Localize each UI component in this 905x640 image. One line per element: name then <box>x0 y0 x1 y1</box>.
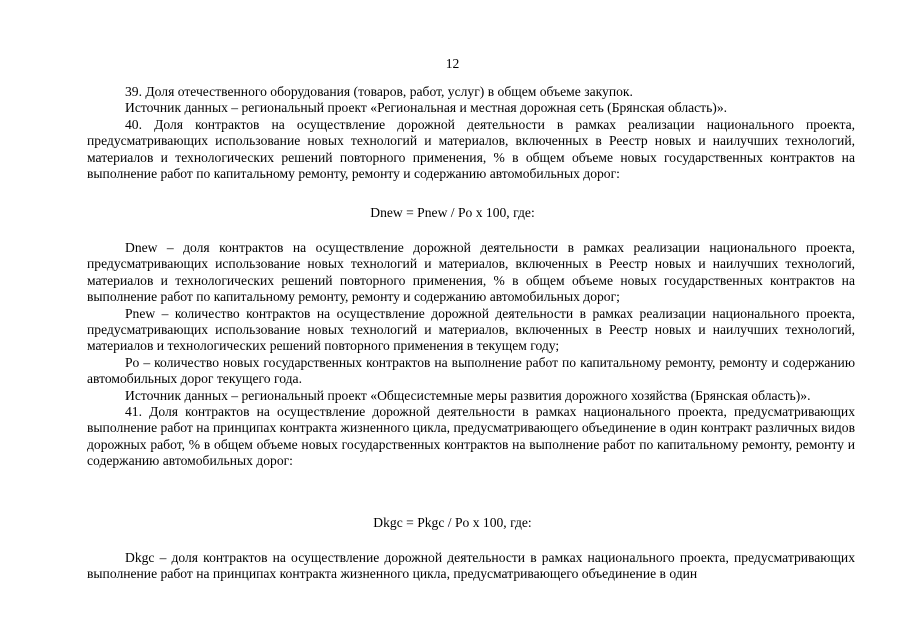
formula-dnew: Dnew = Pnew / Po x 100, где: <box>370 205 535 220</box>
paragraph-item-40: 40. Доля контрактов на осуществление дорожной деятельности в рамках реализации национального проекта, предусматривающих использование новых технологий и материалов, включенных в Реестр новых и наилучших технологий, материалов и технологических решений повторного применения, % в общем объеме новых государственных контрактов на выполнение работ по капитальному ремонту, ремонту и содержанию автомобильных дорог: <box>87 116 855 182</box>
text-block-3 <box>87 550 855 583</box>
text-block-2 <box>87 240 855 470</box>
paragraph-po-definition: Po – количество новых государственных контрактов на выполнение работ по капитальному ремонту, ремонту и содержанию автомобильных дорог текущего года. <box>87 354 855 387</box>
paragraph-source-40: Источник данных – региональный проект «Общесистемные меры развития дорожного хозяйства (Брянская область)». <box>125 387 811 403</box>
paragraph-dkgc-definition: Dkgc – доля контрактов на осуществление дорожной деятельности в рамках национального проекта, предусматривающих выполнение работ на принципах контракта жизненного цикла, предусматривающего объединение в один <box>87 550 855 582</box>
paragraph-item-39: 39. Доля отечественного оборудования (товаров, работ, услуг) в общем объеме закупок. <box>125 84 633 99</box>
paragraph-item-41: 41. Доля контрактов на осуществление дорожной деятельности в рамках национального проекта, предусматривающих выполнение работ на принципах контракта жизненного цикла, предусматривающего объединение в один контракт различных видов дорожных работ, % в общем объеме новых государственных контрактов на выполнение работ по капитальному ремонту, ремонту и содержанию автомобильных дорог: <box>87 404 855 469</box>
paragraph-pnew-definition: Pnew – количество контрактов на осуществление дорожной деятельности в рамках реализации национального проекта, предусматривающих использование новых технологий и материалов, включенных в Реестр новых и наилучших технологий, материалов и технологических решений повторного применения в текущем году; <box>87 305 855 354</box>
formula-dkgc: Dkgc = Pkgc / Po x 100, где: <box>373 515 532 530</box>
paragraph-dnew-definition: Dnew – доля контрактов на осуществление дорожной деятельности в рамках реализации национального проекта, предусматривающих использование новых технологий и материалов, включенных в Реестр новых и наилучших технологий, материалов и технологических решений повторного применения, % в общем объеме новых государственных контрактов на выполнение работ по капитальному ремонту, ремонту и содержанию автомобильных дорог; <box>87 240 855 305</box>
page-number: 12 <box>445 56 460 71</box>
text-block-1 <box>87 84 855 182</box>
paragraph-source-39: Источник данных – региональный проект «Региональная и местная дорожная сеть (Брянская область)». <box>125 100 728 116</box>
